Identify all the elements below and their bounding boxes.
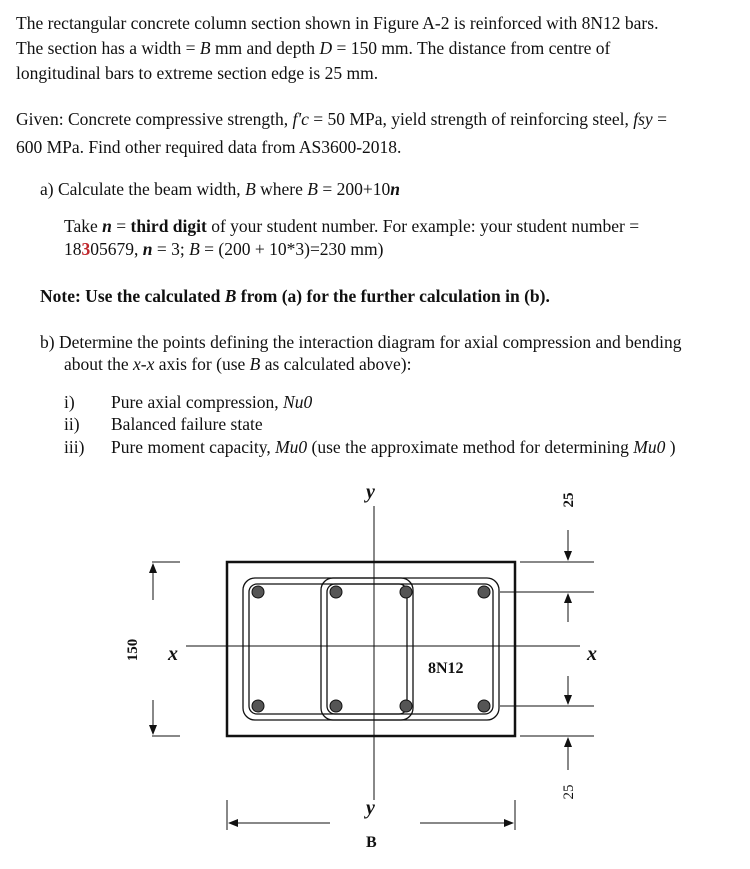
- part-b-line-1: b) Determine the points defining the interaction diagram for axial compression and bending: [40, 332, 682, 352]
- item-iii-number: iii): [64, 437, 85, 457]
- item-iii-text: Pure moment capacity, Mu0 (use the approximate method for determining Mu0 ): [111, 437, 676, 457]
- rebar-bottom-1: [252, 700, 264, 712]
- part-a-take-line: Take n = third digit of your student number. For example: your student number =: [64, 216, 640, 236]
- item-ii-text: Balanced failure state: [111, 414, 263, 434]
- rebar-top-2: [330, 586, 342, 598]
- section-outline: [227, 562, 515, 736]
- inner-tie-outer: [321, 578, 413, 720]
- rebar-bottom-4: [478, 700, 490, 712]
- intro-line-2: The section has a width = B mm and depth D = 150 mm. The distance from centre of: [16, 38, 611, 58]
- rebar-top-4: [478, 586, 490, 598]
- outer-tie-outer: [243, 578, 499, 720]
- x-axis-label-left: x: [168, 643, 178, 665]
- rebar-top-3: [400, 586, 412, 598]
- item-i-number: i): [64, 392, 75, 412]
- part-a-example-line: 18305679, n = 3; B = (200 + 10*3)=230 mm): [64, 239, 384, 259]
- x-axis-label-right: x: [587, 643, 597, 665]
- given-line-2: 600 MPa. Find other required data from AS3600-2018.: [16, 137, 402, 157]
- cover-bottom-label: 25: [561, 784, 577, 800]
- part-a-question: a) Calculate the beam width, B where B = 200+10n: [40, 179, 400, 199]
- part-b-line-2: about the x-x axis for (use B as calculated above):: [64, 354, 412, 374]
- given-line-1: Given: Concrete compressive strength, f'c = 50 MPa, yield strength of reinforcing steel, fsy =: [16, 109, 667, 129]
- inner-tie-inner: [327, 584, 407, 714]
- bar-label: 8N12: [428, 660, 464, 677]
- y-axis-label-bottom: y: [366, 797, 375, 819]
- intro-line-1: The rectangular concrete column section shown in Figure A-2 is reinforced with 8N12 bars.: [16, 13, 659, 33]
- outer-tie-inner: [249, 584, 493, 714]
- width-label: B: [366, 834, 377, 851]
- rebar-top-1: [252, 586, 264, 598]
- intro-line-3: longitudinal bars to extreme section edge is 25 mm.: [16, 63, 379, 83]
- note: Note: Use the calculated B from (a) for the further calculation in (b).: [40, 286, 550, 306]
- cover-top-label: 25: [561, 492, 577, 508]
- item-ii-number: ii): [64, 414, 80, 434]
- item-i-text: Pure axial compression, Nu0: [111, 392, 313, 412]
- depth-label: 150: [125, 638, 141, 662]
- y-axis-label-top: y: [366, 481, 375, 503]
- rebar-bottom-3: [400, 700, 412, 712]
- rebar-bottom-2: [330, 700, 342, 712]
